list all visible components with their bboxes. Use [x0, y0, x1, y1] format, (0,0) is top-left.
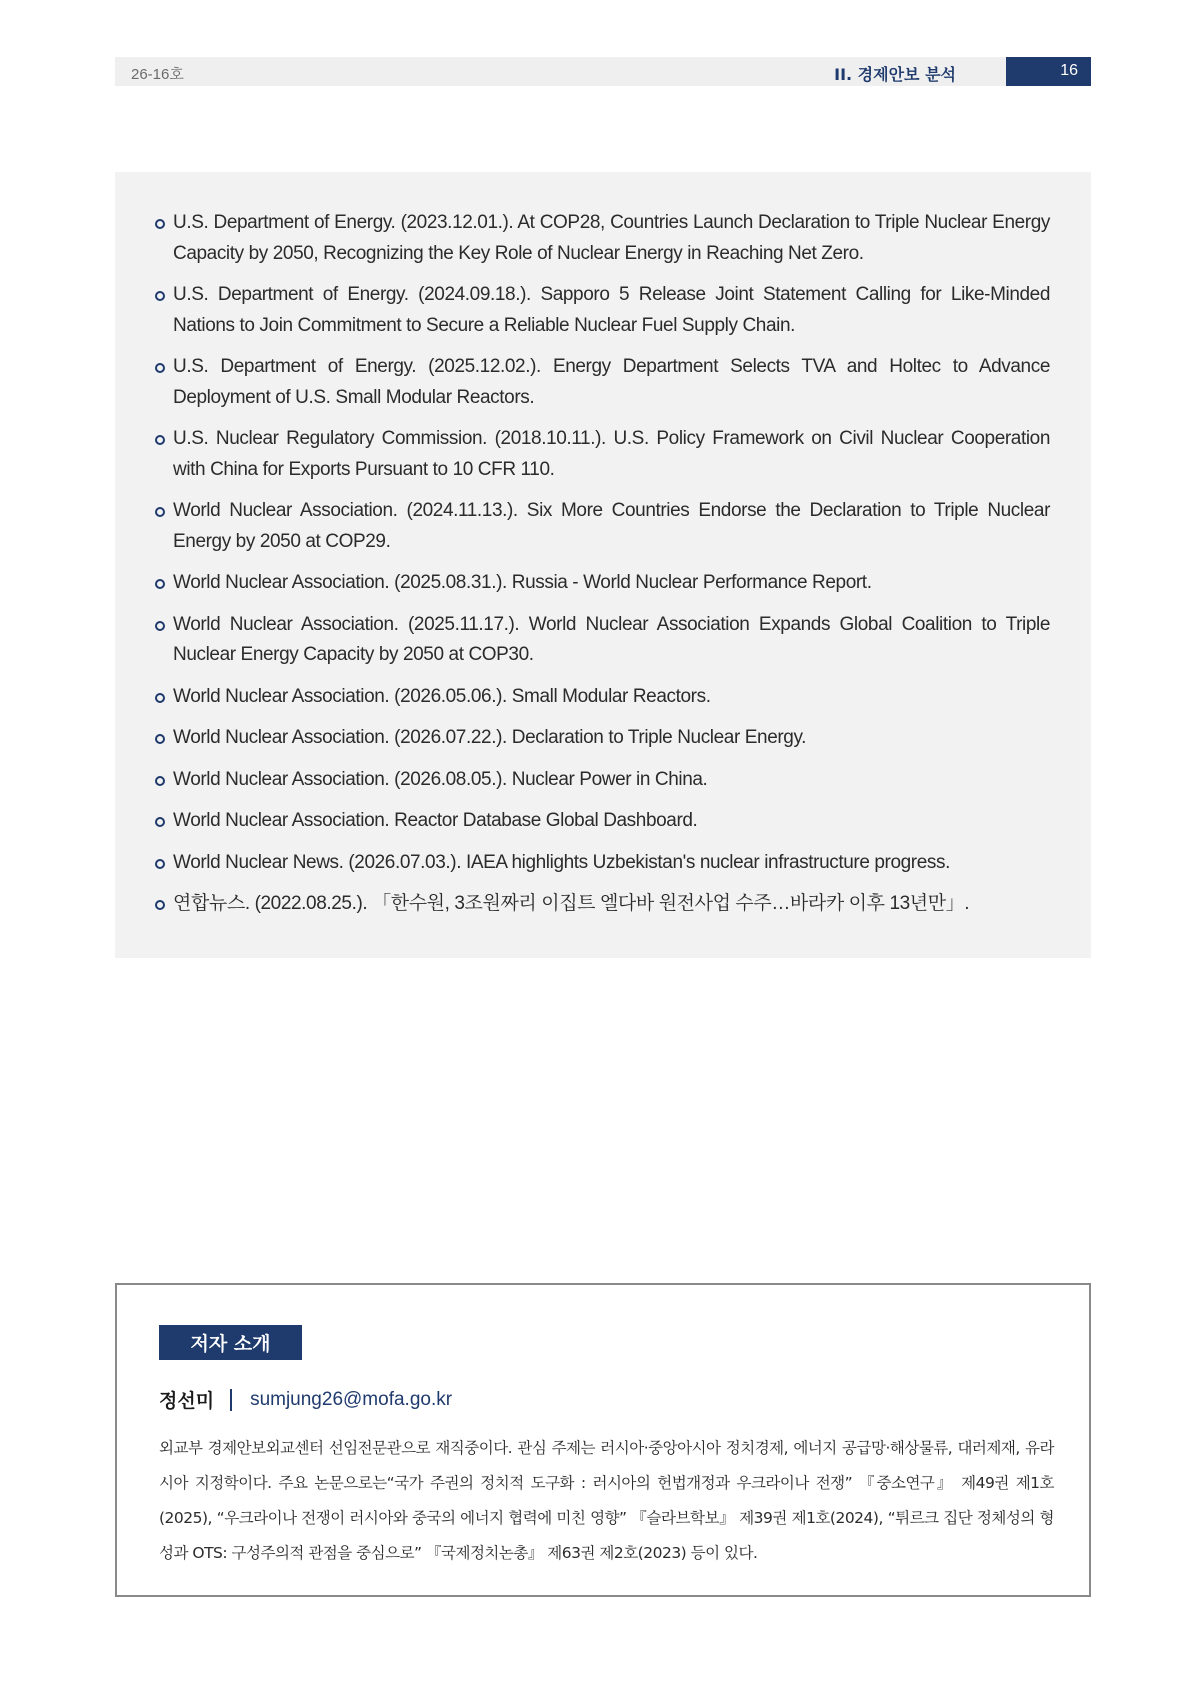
reference-item: [155, 682, 1050, 713]
reference-text: World Nuclear Association. (2025.11.17.). World Nuclear Association Expands Global Coalition to Triple Nuclear Energy Capacity by 2050 at COP30.: [173, 613, 1050, 665]
circle-bullet-icon: [155, 817, 165, 827]
author-name: 정선미: [159, 1390, 215, 1412]
page-number-box: [1006, 57, 1091, 86]
author-email: sumjung26@mofa.go.kr: [250, 1388, 453, 1410]
reference-text: World Nuclear Association. (2024.11.13.). Six More Countries Endorse the Declaration to Triple Nuclear Energy by 2050 at COP29.: [173, 500, 1050, 552]
circle-bullet-icon: [155, 859, 165, 869]
circle-bullet-icon: [155, 734, 165, 744]
reference-item: [155, 352, 1050, 413]
section-title: II. 경제안보 분석: [834, 65, 956, 84]
reference-text: World Nuclear Association. (2025.08.31.). Russia - World Nuclear Performance Report.: [173, 572, 872, 593]
reference-text: U.S. Department of Energy. (2025.12.02.). Energy Department Selects TVA and Holtec to Advance Deployment of U.S. Small Modular Reactors.: [173, 356, 1050, 408]
reference-box: [115, 172, 1091, 958]
reference-text: U.S. Department of Energy. (2024.09.18.). Sapporo 5 Release Joint Statement Calling for Like-Minded Nations to Join Commitment to Secure a Reliable Nuclear Fuel Supply Chain.: [173, 284, 1050, 336]
circle-bullet-icon: [155, 776, 165, 786]
reference-text: World Nuclear News. (2026.07.03.). IAEA highlights Uzbekistan's nuclear infrastructure progress.: [173, 851, 950, 873]
reference-item: [155, 568, 1050, 599]
reference-text: World Nuclear Association. (2026.08.05.). Nuclear Power in China.: [173, 768, 708, 790]
reference-item: [155, 424, 1050, 485]
reference-item: [155, 280, 1050, 341]
reference-item: [155, 496, 1050, 557]
reference-text: World Nuclear Association. (2026.07.22.). Declaration to Triple Nuclear Energy.: [173, 727, 807, 748]
reference-item: [155, 610, 1050, 671]
circle-bullet-icon: [155, 693, 165, 703]
author-bio: 외교부 경제안보외교센터 선임전문관으로 재직중이다. 관심 주제는 러시아·중앙아시아 정치경제, 에너지 공급망·해상물류, 대러제재, 유라시아 지정학이다. 주요 논문으로는“국가 주권의 정치적 도구화 : 러시아의 헌법개정과 우크라이나 전쟁” 『중소연구』 제49권 제1호(2025), “우크라이나 전쟁이 러시아와 중국의 에너지 협력에 미친 영향” 『슬라브학보』 제39권 제1호(2024), “튀르크 집단 정체성의 형성과 OTS: 구성주의적 관점을 중심으로” 『국제정치논총』 제63권 제2호(2023) 등이 있다.: [159, 1439, 1054, 1562]
reference-item: [155, 723, 1050, 754]
page-number: 16: [1060, 62, 1078, 79]
reference-item: [155, 889, 1050, 920]
reference-item: [155, 208, 1050, 269]
author-identity: [159, 1386, 452, 1413]
separator-bar: [230, 1389, 232, 1411]
author-box: [115, 1283, 1091, 1597]
issue-number: 26-16호: [131, 66, 184, 83]
reference-list: [155, 208, 1050, 931]
author-section-title: 저자 소개: [190, 1333, 271, 1355]
circle-bullet-icon: [155, 363, 165, 373]
reference-text: U.S. Department of Energy. (2023.12.01.). At COP28, Countries Launch Declaration to Triple Nuclear Energy Capacity by 2050, Recognizing the Key Role of Nuclear Energy in Reaching Net Zero.: [173, 212, 1050, 264]
circle-bullet-icon: [155, 900, 165, 910]
reference-text: World Nuclear Association. Reactor Database Global Dashboard.: [173, 810, 698, 831]
circle-bullet-icon: [155, 579, 165, 589]
circle-bullet-icon: [155, 291, 165, 301]
page-header: [115, 57, 1091, 86]
reference-item: [155, 765, 1050, 796]
author-section-label: [159, 1325, 302, 1360]
circle-bullet-icon: [155, 621, 165, 631]
reference-item: [155, 848, 1050, 879]
circle-bullet-icon: [155, 507, 165, 517]
reference-text: U.S. Nuclear Regulatory Commission. (2018.10.11.). U.S. Policy Framework on Civil Nuclear Cooperation with China for Exports Pursuant to 10 CFR 110.: [173, 428, 1050, 480]
reference-item: [155, 806, 1050, 837]
circle-bullet-icon: [155, 435, 165, 445]
reference-text: 연합뉴스. (2022.08.25.). 「한수원, 3조원짜리 이집트 엘다바 원전사업 수주…바라카 이후 13년만」.: [173, 893, 970, 914]
reference-text: World Nuclear Association. (2026.05.06.). Small Modular Reactors.: [173, 685, 711, 707]
circle-bullet-icon: [155, 219, 165, 229]
